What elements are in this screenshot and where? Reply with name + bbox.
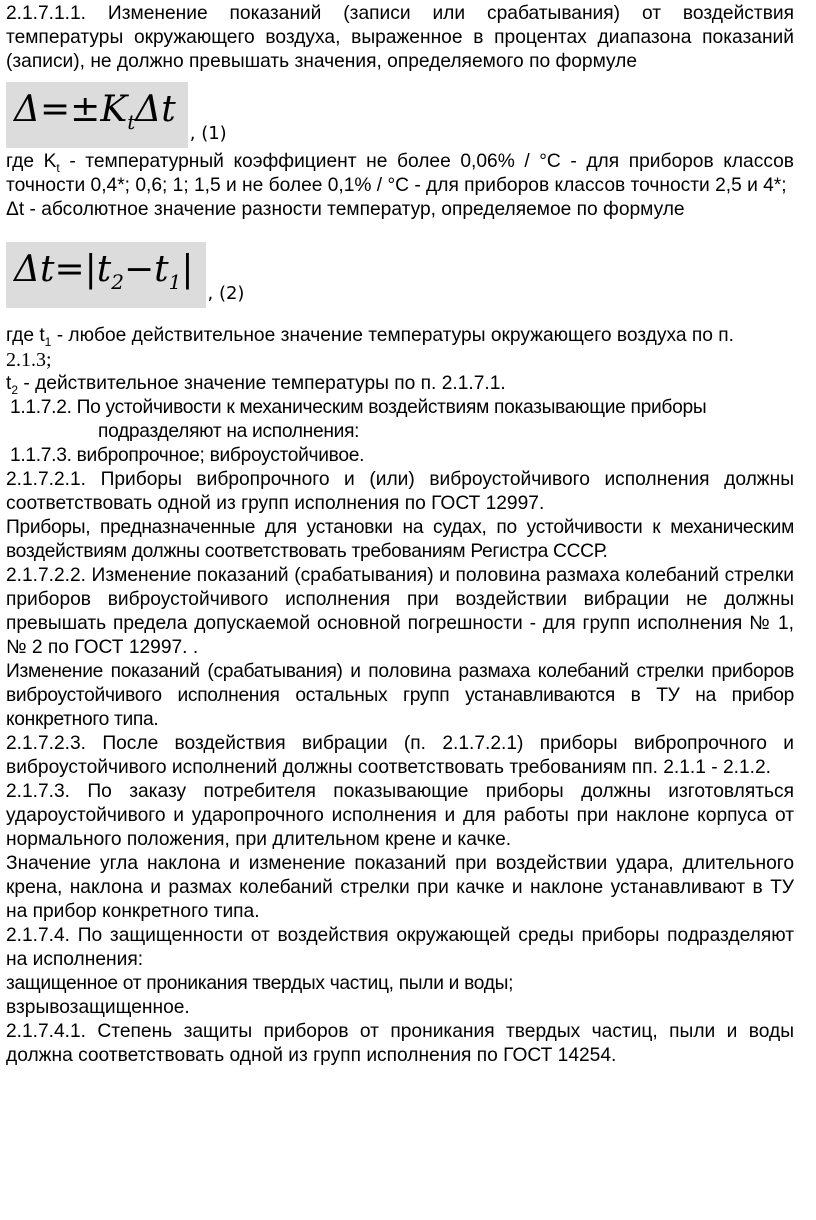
paragraph-ships: Приборы, предназначенные для установки на судах, по устойчивости к механическим воздействиям должны соответствовать требованиям Регистра СССР. [6,517,794,562]
formula-2-image [6,242,206,308]
t2-text: - действительное значение температуры по п. 2.1.7.1. [18,373,506,394]
formula-2-minus: − [123,248,155,290]
formula-1-k: K [100,88,128,130]
kt-prefix: где K [6,151,57,172]
formula-2-sub2: 2 [111,270,124,294]
paragraph-2-1-7-1-1: 2.1.7.1.1. Изменение показаний (записи или срабатывания) от воздействия температуры окружающего воздуха, выраженное в процентах диапазона показаний (записи), не должно превышать значения, определяемого по формуле [6,3,794,72]
formula-1-label: , (1) [189,123,227,144]
paragraph-1-1-7-2-line2: подразделяют на исполнения: [98,421,360,442]
formula-2-t1: t [154,248,169,290]
paragraph-1-1-7-2-number: 1.1.7.2. [10,397,72,418]
paragraph-t1-definition [6,324,794,348]
formula-1-pm: ± [70,88,101,130]
paragraph-1-1-7-2-text: По устойчивости к механическим воздействиям показывающие приборы [76,397,707,418]
paragraph-1-1-7-2-line1 [6,396,794,420]
formula-1-k-sub: t [127,110,136,134]
t1-text: - любое действительное значение температуры окружающего воздуха по п. [51,325,734,346]
paragraph-explosion: взрывозащищенное. [6,997,190,1018]
formula-1-delta: Δ [14,88,40,130]
paragraph-other-groups: Изменение показаний (срабатывания) и половина размаха колебаний стрелки приборов виброустойчивого исполнения остальных групп устанавливаются в ТУ на прибор конкретного типа. [6,661,794,730]
formula-2-sub1: 1 [168,270,182,294]
t1-prefix: где t [6,325,45,346]
paragraph-angle: Значение угла наклона и изменение показаний при воздействии удара, длительного крена, наклона и размах колебаний стрелки при качке и наклоне устанавливают в ТУ на прибор конкретного типа. [6,853,794,922]
paragraph-2-1-7-4-1: 2.1.7.4.1. Степень защиты приборов от проникания твердых частиц, пыли и воды должна соответствовать одной из групп исполнения по ГОСТ 14254. [6,1021,794,1066]
formula-2-label: , (2) [207,283,245,304]
paragraph-t2-definition [6,372,794,396]
formula-2-eq: = [54,248,85,290]
paragraph-2-1-7-2-1: 2.1.7.2.1. Приборы вибропрочного и (или) виброустойчивого исполнения должны соответствовать одной из групп исполнения по ГОСТ 12997. [6,469,794,514]
reference-2-1-3: 2.1.3; [6,349,52,371]
formula-2-t2: t [96,248,112,290]
paragraph-2-1-7-3: 2.1.7.3. По заказу потребителя показывающие приборы должны изготовляться удароустойчивого и ударопрочного исполнения и для работы при наклоне корпуса от нормального положения, при длительном крене и качке. [6,781,794,850]
formula-2-lhs: Δt [14,248,55,290]
paragraph-1-1-7-3: 1.1.7.3. вибропрочное; виброустойчивое. [10,445,365,466]
paragraph-2-1-7-2-2: 2.1.7.2.2. Изменение показаний (срабатывания) и половина размаха колебаний стрелки приборов виброустойчивого исполнения при воздействии вибрации не должны превышать предела допускаемой основной погрешности - для групп исполнения № 1, № 2 по ГОСТ 12997. . [6,565,794,658]
kt-text: - температурный коэффициент не более 0,06% / °C - для приборов классов точности 0,4*; 0,6; 1; 1,5 и не более 0,1% / °C - для приборов классов точности 2,5 и 4*; [6,151,794,196]
t2-prefix: t [6,373,12,394]
formula-2-bar-left: | [84,248,97,290]
paragraph-2-1-7-2-3: 2.1.7.2.3. После воздействия вибрации (п. 2.1.7.2.1) приборы вибропрочного и виброустойчивого исполнений должны соответствовать требованиям пп. 2.1.1 - 2.1.2. [6,733,794,778]
paragraph-dt-definition: Δt - абсолютное значение разности температур, определяемое по формуле [6,199,685,220]
formula-2 [6,232,794,308]
formula-2-bar-right: | [181,248,194,290]
formula-1-dt: Δt [135,88,176,130]
kt-sub: t [56,160,60,175]
formula-1-eq: = [40,88,71,130]
paragraph-kt-definition [6,150,794,198]
spacer [6,310,794,324]
formula-1 [6,78,794,148]
paragraph-protected: защищенное от проникания твердых частиц, пыли и воды; [6,973,514,994]
paragraph-2-1-7-4: 2.1.7.4. По защищенности от воздействия окружающей среды приборы подразделяют на исполнения: [6,925,794,970]
t2-sub: 2 [11,382,19,397]
t1-sub: 1 [44,334,52,349]
formula-1-image [6,82,188,148]
